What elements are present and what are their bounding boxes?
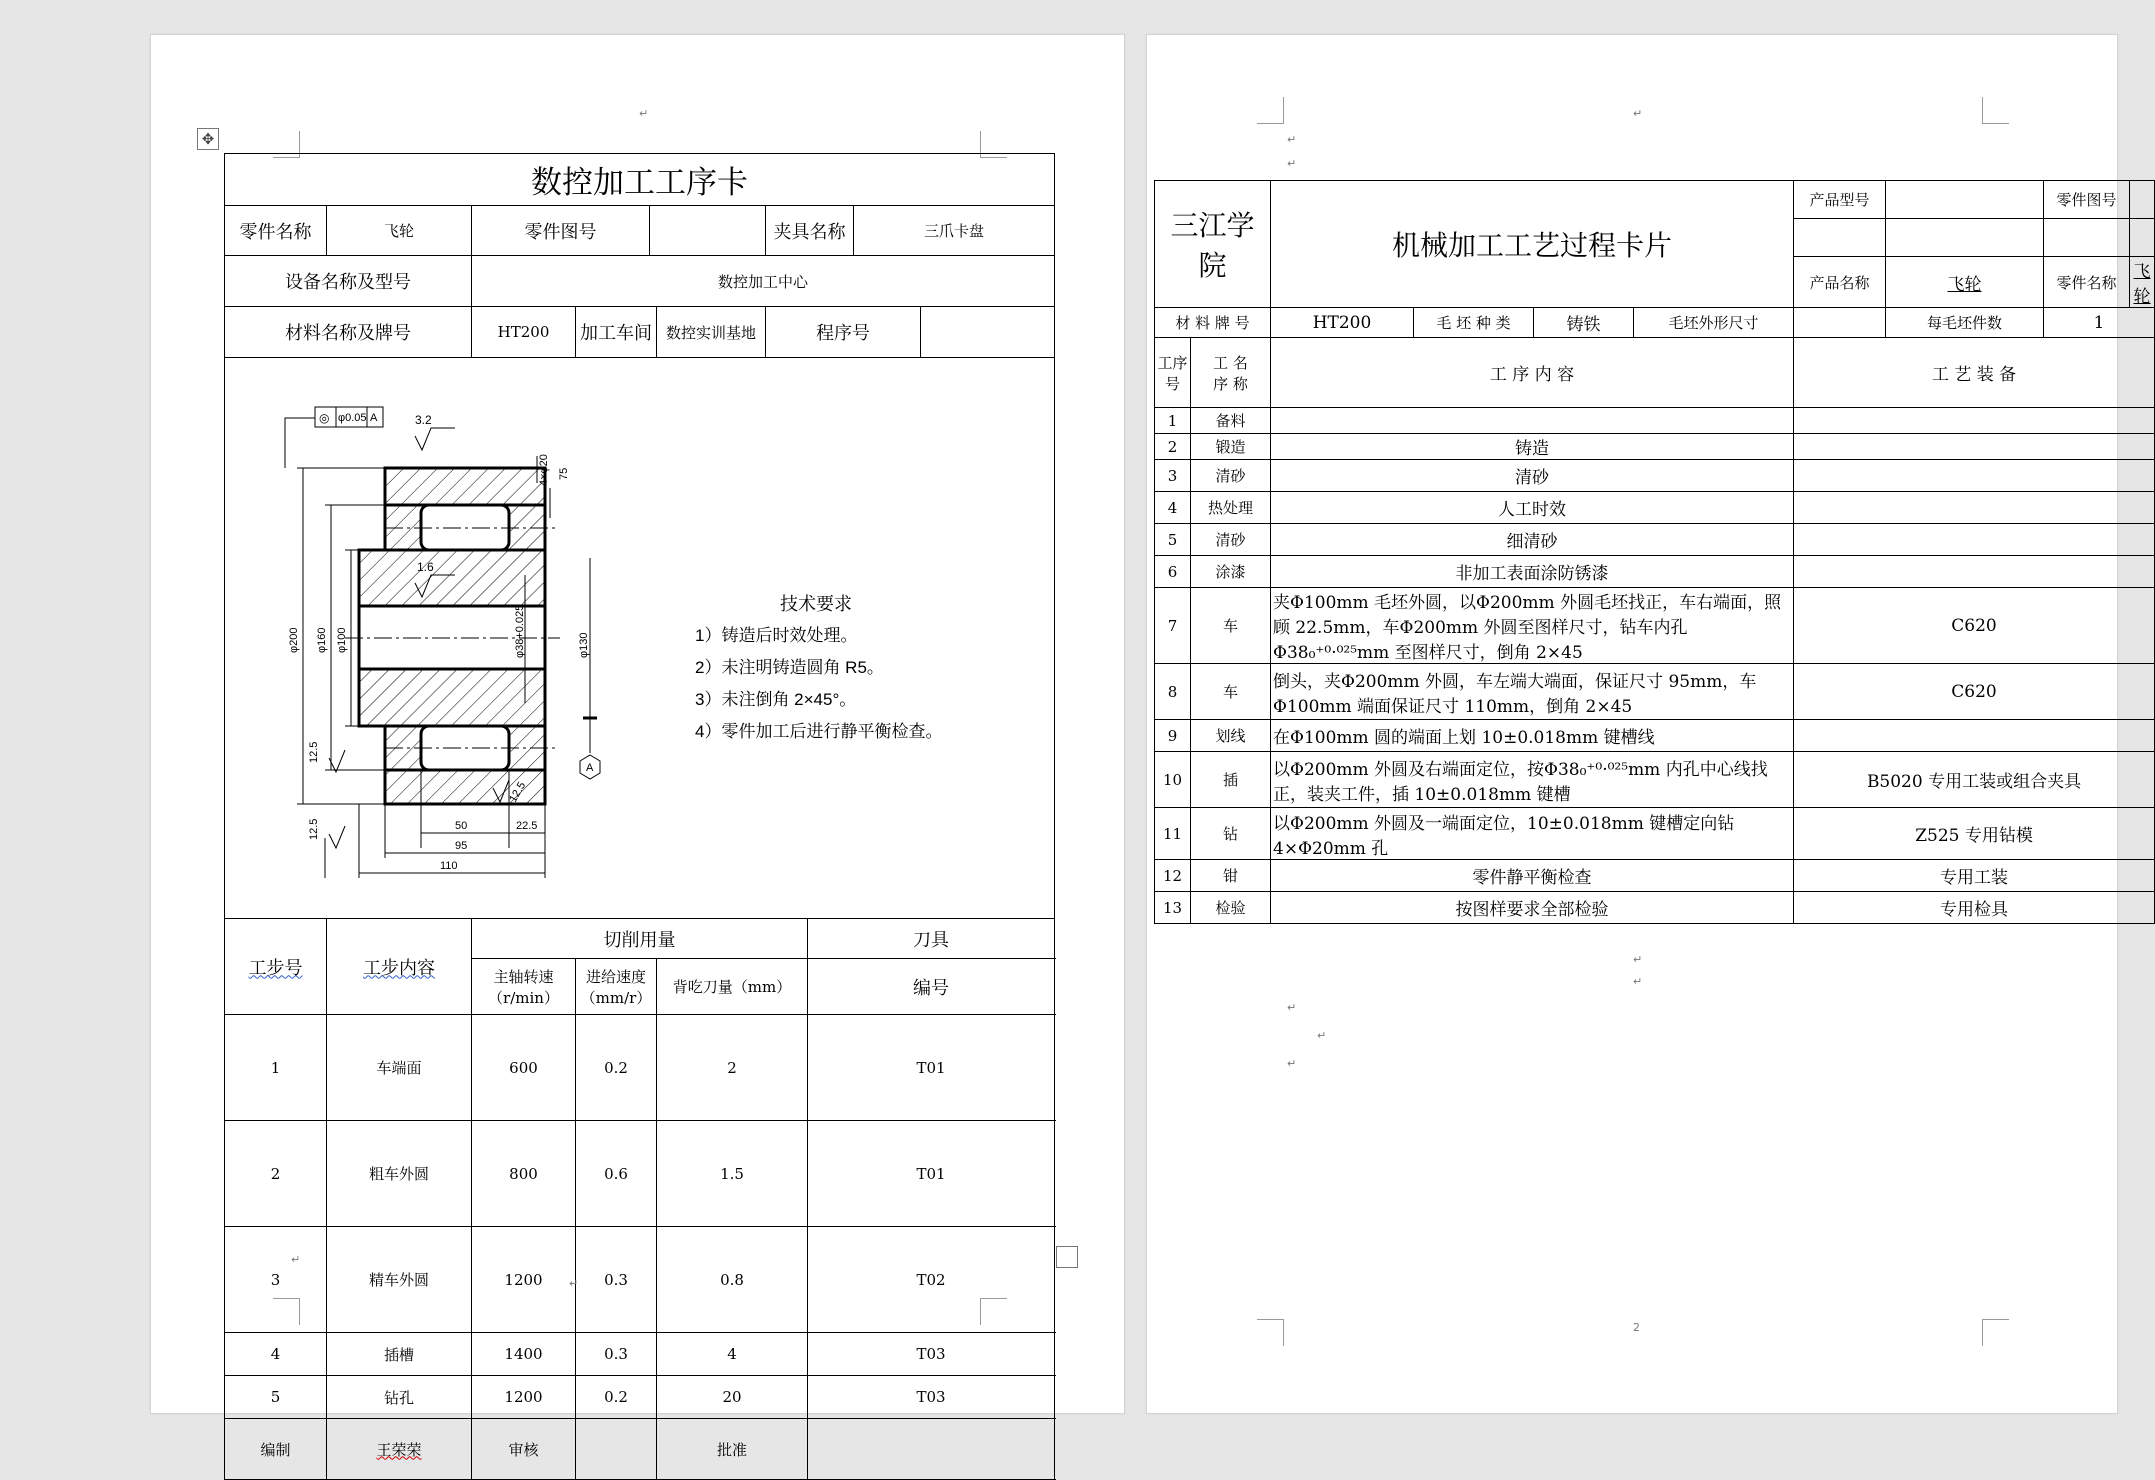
col-op-name [1191,338,1271,408]
op-no: 12 [1155,860,1191,892]
crop-mark [1257,1319,1284,1346]
tech-req-item: 1）铸造后时效处理。 [695,626,858,645]
step-feed: 0.6 [576,1121,657,1227]
school-name: 三江学院 [1155,181,1271,308]
footer-row [225,1419,1055,1480]
process-card-title: 机械加工工艺过程卡片 [1271,181,1794,308]
process-card [1154,180,2155,924]
op-name: 热处理 [1191,492,1271,524]
product-name-value[interactable]: 飞轮 [1886,257,2044,308]
paragraph-mark: ↵ [1633,953,1643,966]
program-label: 程序号 [766,307,921,358]
table-move-handle-icon[interactable]: ✥ [197,128,219,150]
table-row [1155,460,2155,492]
op-content: 人工时效 [1271,492,1794,524]
step-no: 4 [225,1333,327,1376]
dim-75: 75 [558,467,570,480]
dim-holes: 4×φ20 [538,454,550,486]
product-model-label: 产品型号 [1794,181,1886,219]
op-name: 划线 [1191,720,1271,752]
table-row [1155,434,2155,460]
step-speed: 1200 [472,1376,576,1419]
op-equipment: C620 [1794,664,2155,720]
tolerance-value: φ0.05 [338,412,367,424]
col-depth-of-cut: 背吃刀量（mm） [657,959,808,1015]
part-name-label: 零件名称 [225,206,327,256]
dim-d200: φ200 [288,627,300,653]
table-row [1155,664,2155,720]
op-equipment [1794,434,2155,460]
op-equipment [1794,408,2155,434]
blank-type-label: 毛 坯 种 类 [1414,308,1534,338]
op-no: 5 [1155,524,1191,556]
blank-cell[interactable] [2130,219,2155,257]
table-row [1155,492,2155,524]
op-equipment [1794,460,2155,492]
op-name: 涂漆 [1191,556,1271,588]
compiled-by: 王荣荣 [327,1419,472,1480]
op-content: 细清砂 [1271,524,1794,556]
paragraph-mark: ↵ [291,1253,301,1266]
table-row [225,1121,1055,1227]
op-name: 钻 [1191,808,1271,860]
part-drawing-value[interactable] [650,206,766,256]
op-no: 3 [1155,460,1191,492]
dim-bore: φ38+0.025 [514,604,526,658]
table-row [1155,720,2155,752]
crop-mark [1982,97,2009,124]
op-content: 夹Φ100mm 毛坯外圆，以Φ200mm 外圆毛坯找正，车右端面，照顾 22.5mm，车Φ200mm 外圆至图样尺寸，钻车内孔Φ38₀⁺⁰·⁰²⁵mm 至图样尺寸，倒角 2×45 [1271,588,1794,664]
step-content: 粗车外圆 [327,1121,472,1227]
dim-50: 50 [455,820,468,832]
op-equipment: B5020 专用工装或组合夹具 [1794,752,2155,808]
step-speed: 600 [472,1015,576,1121]
op-no: 2 [1155,434,1191,460]
step-tool-no: T03 [808,1333,1055,1376]
page-number: 2 [1633,1321,1640,1334]
blank-cell[interactable] [1794,219,1886,257]
op-no: 10 [1155,752,1191,808]
step-no: 5 [225,1376,327,1419]
paragraph-mark: ↵ [1287,1057,1297,1070]
op-equipment: Z525 专用钻模 [1794,808,2155,860]
table-row [1155,408,2155,434]
card-title: 数控加工工序卡 [225,154,1055,206]
review-value[interactable] [576,1419,657,1480]
part-drawing-area [225,358,1055,919]
step-no: 1 [225,1015,327,1121]
op-equipment: C620 [1794,588,2155,664]
table-row [1155,808,2155,860]
paragraph-mark: ↵ [569,1277,579,1290]
op-no: 7 [1155,588,1191,664]
op-content: 按图样要求全部检验 [1271,892,1794,924]
tech-req-title: 技术要求 [780,594,852,614]
step-feed: 0.3 [576,1333,657,1376]
fixture-value[interactable]: 三爪卡盘 [854,206,1055,256]
col-tool-no: 编号 [808,959,1055,1015]
op-name: 清砂 [1191,460,1271,492]
tolerance-symbol: ◎ [319,411,330,425]
col-feed-rate: 进给速度（mm/r） [576,959,657,1015]
paragraph-mark: ↵ [1317,1029,1327,1042]
op-no: 13 [1155,892,1191,924]
step-tool-no: T03 [808,1376,1055,1419]
roughness-top: 3.2 [415,413,432,427]
workshop-value[interactable]: 数控实训基地 [657,307,766,358]
op-content: 非加工表面涂防锈漆 [1271,556,1794,588]
step-depth: 20 [657,1376,808,1419]
op-name: 检验 [1191,892,1271,924]
table-row [1155,860,2155,892]
roughness-bottom: 12.5 [308,818,320,840]
op-name: 锻造 [1191,434,1271,460]
op-name: 备料 [1191,408,1271,434]
approve-label: 批准 [657,1419,808,1480]
dim-d130: φ130 [578,632,590,658]
part-name-label: 零件名称 [2044,257,2130,308]
step-content: 精车外圆 [327,1227,472,1333]
tolerance-datum: A [370,412,378,424]
step-tool-no: T02 [808,1227,1055,1333]
nc-operation-card [224,153,1055,1480]
step-speed: 1400 [472,1333,576,1376]
part-drawing-value[interactable] [2130,181,2155,219]
table-row [1155,588,2155,664]
op-no: 11 [1155,808,1191,860]
blank-count-label: 每毛坯件数 [1886,308,2044,338]
tech-req-item: 2）未注明铸造圆角 R5。 [695,658,884,677]
flywheel-drawing [225,358,1053,918]
blank-size-value[interactable] [1794,308,1886,338]
col-op-name-a: 工 名 [1213,353,1248,372]
blank-type-value[interactable]: 铸铁 [1534,308,1634,338]
crop-mark [1257,97,1284,124]
step-content: 车端面 [327,1015,472,1121]
op-equipment [1794,556,2155,588]
col-cutting-params: 切削用量 [472,919,808,959]
workshop-label: 加工车间 [576,307,657,358]
paragraph-mark: ↵ [1287,157,1297,170]
web-upper [359,550,545,606]
op-no: 6 [1155,556,1191,588]
table-resize-handle[interactable] [1056,1246,1078,1268]
blank-size-label: 毛坯外形尺寸 [1634,308,1794,338]
op-equipment: 专用工装 [1794,860,2155,892]
blank-cell[interactable] [1886,219,2044,257]
op-content [1271,408,1794,434]
material-label: 材 料 牌 号 [1155,308,1271,338]
table-row [1155,892,2155,924]
step-feed: 0.2 [576,1015,657,1121]
col-spindle-speed: 主轴转速（r/min） [472,959,576,1015]
table-row [1155,752,2155,808]
dim-95: 95 [455,840,468,852]
step-depth: 1.5 [657,1121,808,1227]
step-depth: 4 [657,1333,808,1376]
datum-label: A [586,762,594,774]
blank-cell[interactable] [2044,219,2130,257]
op-equipment [1794,524,2155,556]
material-value[interactable]: HT200 [1271,308,1414,338]
document-page-2 [1146,34,2151,1414]
product-name-label: 产品名称 [1794,257,1886,308]
step-tool-no: T01 [808,1015,1055,1121]
op-name: 钳 [1191,860,1271,892]
compiled-label: 编制 [225,1419,327,1480]
col-step-content: 工步内容 [327,919,472,1015]
col-op-content: 工 序 内 容 [1271,338,1794,408]
material-label: 材料名称及牌号 [225,307,472,358]
step-no: 3 [225,1227,327,1333]
crop-mark [1982,1319,2009,1346]
tech-req-item: 4）零件加工后进行静平衡检查。 [695,722,943,741]
fixture-label: 夹具名称 [766,206,854,256]
rim-upper [385,468,545,505]
part-drawing-label: 零件图号 [2044,181,2130,219]
op-name: 车 [1191,588,1271,664]
blank-count-value[interactable]: 1 [2044,308,2155,338]
op-name: 插 [1191,752,1271,808]
step-depth: 2 [657,1015,808,1121]
step-speed: 1200 [472,1227,576,1333]
document-page-1 [150,34,1125,1459]
roughness-right: 12.5 [507,779,529,805]
op-no: 4 [1155,492,1191,524]
table-row [1155,524,2155,556]
geometric-tolerance-frame [315,407,383,427]
op-content: 零件静平衡检查 [1271,860,1794,892]
step-tool-no: T01 [808,1121,1055,1227]
col-op-name-b: 序 称 [1213,374,1248,393]
step-no: 2 [225,1121,327,1227]
op-no: 8 [1155,664,1191,720]
op-equipment [1794,492,2155,524]
review-label: 审核 [472,1419,576,1480]
technical-requirements [695,594,942,741]
paragraph-mark: ↵ [1287,1001,1297,1014]
op-content: 清砂 [1271,460,1794,492]
table-row [1155,556,2155,588]
op-content: 以Φ200mm 外圆及一端面定位，10±0.018mm 键槽定向钻 4×Φ20mm 孔 [1271,808,1794,860]
part-name-value[interactable]: 飞轮 [2130,257,2155,308]
col-tool: 刀具 [808,919,1055,959]
table-row [225,1333,1055,1376]
product-model-value[interactable] [1886,181,2044,219]
table-row [225,1015,1055,1121]
roughness-left: 12.5 [308,741,320,763]
equipment-label: 设备名称及型号 [225,256,472,307]
material-value[interactable]: HT200 [472,307,576,358]
dim-22-5: 22.5 [516,820,538,832]
part-name-value[interactable]: 飞轮 [327,206,472,256]
op-name: 车 [1191,664,1271,720]
op-content: 倒头，夹Φ200mm 外圆，车左端大端面，保证尺寸 95mm，车Φ100mm 端面保证尺寸 110mm，倒角 2×45 [1271,664,1794,720]
dim-d160: φ160 [316,627,328,653]
tech-req-item: 3）未注倒角 2×45°。 [695,690,857,709]
op-equipment: 专用检具 [1794,892,2155,924]
table-row [225,1376,1055,1419]
paragraph-mark: ↵ [1633,107,1643,120]
step-feed: 0.2 [576,1376,657,1419]
paragraph-mark: ↵ [1287,133,1297,146]
op-content: 铸造 [1271,434,1794,460]
section-view [345,468,560,804]
step-content: 插槽 [327,1333,472,1376]
col-step-no: 工步号 [225,919,327,1015]
op-no: 1 [1155,408,1191,434]
dim-110: 110 [440,860,458,872]
web-lower [359,669,545,726]
op-equipment [1794,720,2155,752]
op-content: 在Φ100mm 圆的端面上划 10±0.018mm 键槽线 [1271,720,1794,752]
op-no: 9 [1155,720,1191,752]
op-content: 以Φ200mm 外圆及右端面定位，按Φ38₀⁺⁰·⁰²⁵mm 内孔中心线找正，装夹工件，插 10±0.018mm 键槽 [1271,752,1794,808]
step-depth: 0.8 [657,1227,808,1333]
paragraph-mark: ↵ [639,107,649,120]
op-name: 清砂 [1191,524,1271,556]
step-content: 钻孔 [327,1376,472,1419]
dim-d100: φ100 [336,627,348,653]
program-value[interactable] [921,307,1055,358]
roughness-center: 1.6 [417,560,434,574]
equipment-value[interactable]: 数控加工中心 [472,256,1055,307]
paragraph-mark: ↵ [1633,975,1643,988]
col-sequence: 工序号 [1155,338,1191,408]
step-speed: 800 [472,1121,576,1227]
step-feed: 0.3 [576,1227,657,1333]
col-equipment: 工 艺 装 备 [1794,338,2155,408]
table-row [225,1227,1055,1333]
approve-value[interactable] [808,1419,1055,1480]
part-drawing-label: 零件图号 [472,206,650,256]
